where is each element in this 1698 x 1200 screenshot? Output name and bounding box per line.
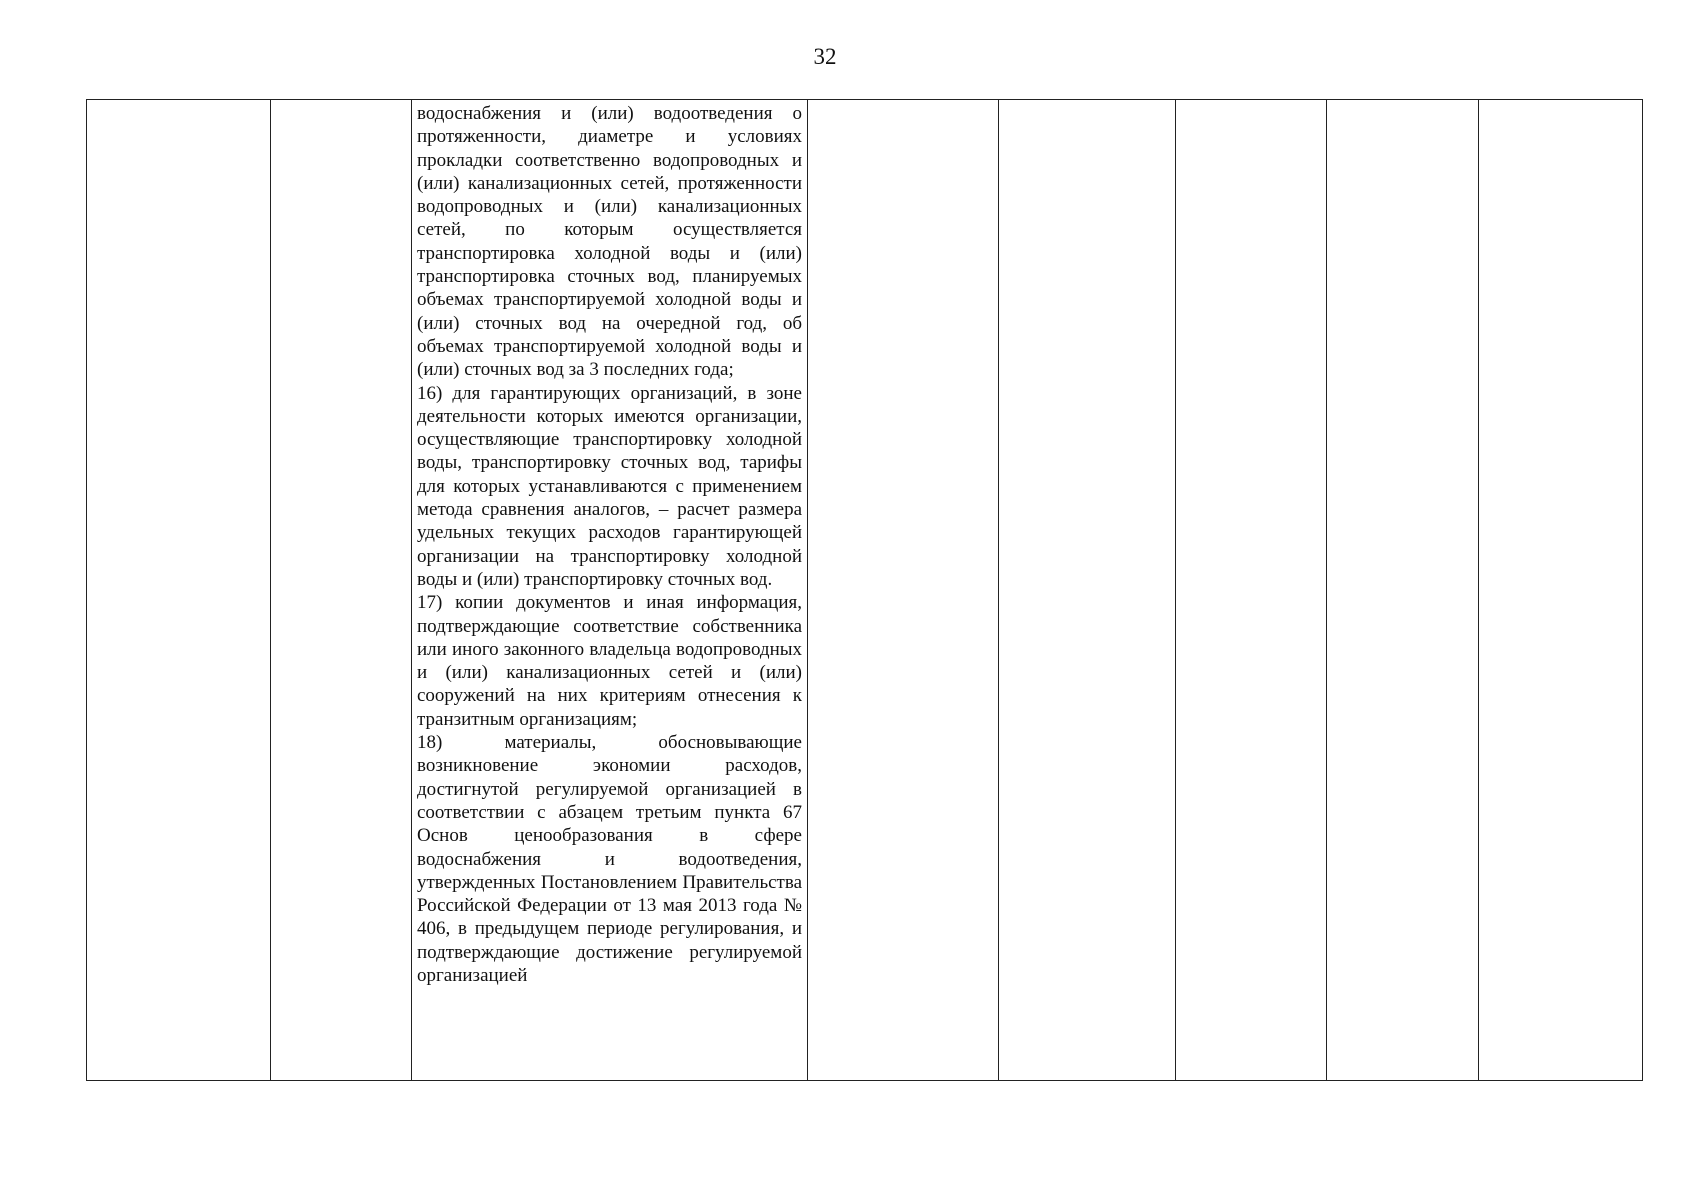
table-cell-col-8 <box>1479 100 1643 1081</box>
page-number: 32 <box>813 44 837 69</box>
table-cell-col-4 <box>808 100 999 1081</box>
cell-paragraph: 18) материалы, обосновывающие возникновение экономии расходов, достигнутой регулируемой организацией в соответствии с абзацем третьим пункта 67 Основ ценообразования в сфере водоснабжения и водоотведения, утвержденных Постановлением Правительства Российской Федерации от 13 мая 2013 года № 406, в предыдущем периоде регулирования, и подтверждающие достижение регулируемой организацией <box>417 732 802 986</box>
cell-paragraph: 17) копии документов и иная информация, подтверждающие соответствие собственника или иного законного владельца водопроводных и (или) канализационных сетей и (или) сооружений на них критериям отнесения к транзитным организациям; <box>417 592 802 730</box>
table-cell-col-6 <box>1176 100 1327 1081</box>
table-cell-col-2 <box>271 100 412 1081</box>
cell-paragraph: водоснабжения и (или) водоотведения о протяженности, диаметре и условиях прокладки соответственно водопроводных и (или) канализационных сетей, протяженности водопроводных и (или) канализационных сетей, по которым осуществляется транспортировка холодной воды и (или) транспортировка сточных вод, планируемых объемах транспортируемой холодной воды и (или) сточных вод на очередной год, об объемах транспортируемой холодной воды и (или) сточных вод за 3 последних года; <box>417 103 802 381</box>
cell-paragraph: 16) для гарантирующих организаций, в зоне деятельности которых имеются организации, осуществляющие транспортировку холодной воды, транспортировку сточных вод, тарифы для которых устанавливаются с применением метода сравнения аналогов, – расчет размера удельных текущих расходов гарантирующей организации на транспортировку холодной воды и (или) транспортировку сточных вод. <box>417 382 802 590</box>
table-cell-col-3 <box>412 100 808 1081</box>
table-cell-col-5 <box>999 100 1176 1081</box>
document-table <box>86 99 1643 1081</box>
table-row <box>87 100 1643 1081</box>
table-cell-col-7 <box>1327 100 1479 1081</box>
table-cell-col-1 <box>87 100 271 1081</box>
